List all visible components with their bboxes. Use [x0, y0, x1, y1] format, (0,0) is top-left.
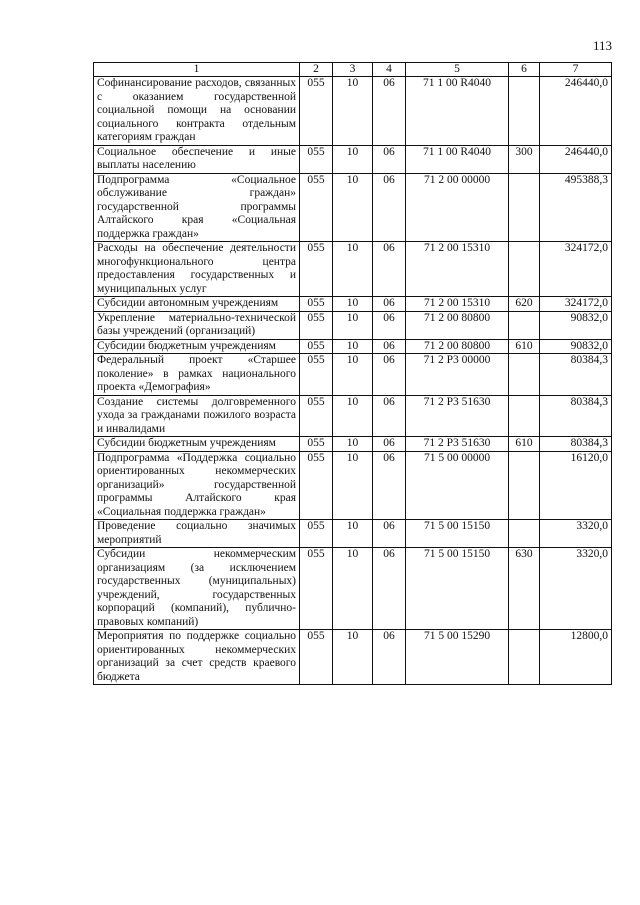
table-row [94, 77, 612, 146]
section-code-cell: 10 [333, 297, 373, 312]
expense-type-cell: 630 [509, 548, 540, 630]
target-article-cell: 71 5 00 15150 [406, 520, 509, 548]
section-code-cell: 10 [333, 145, 373, 173]
admin-code-cell: 055 [300, 354, 333, 396]
expense-type-cell [509, 395, 540, 437]
column-header: 5 [406, 63, 509, 77]
target-article-cell: 71 5 00 15290 [406, 630, 509, 685]
subsection-code-cell: 06 [373, 311, 406, 339]
expense-type-cell: 610 [509, 437, 540, 452]
row-name-cell: Субсидии некоммерческим организациям (за исключением государственных (муниципальных) учреждений, государственных корпораций (компаний), публично-правовых компаний) [94, 548, 300, 630]
table-row [94, 297, 612, 312]
amount-cell: 246440,0 [540, 77, 612, 146]
admin-code-cell: 055 [300, 311, 333, 339]
amount-cell: 495388,3 [540, 173, 612, 242]
subsection-code-cell: 06 [373, 395, 406, 437]
table-row [94, 145, 612, 173]
amount-cell: 3320,0 [540, 520, 612, 548]
budget-table [93, 62, 612, 685]
expense-type-cell: 300 [509, 145, 540, 173]
row-name-cell: Укрепление материально-технической базы учреждений (организаций) [94, 311, 300, 339]
amount-cell: 80384,3 [540, 395, 612, 437]
row-name-cell: Мероприятия по поддержке социально ориентированных некоммерческих организаций за счет средств краевого бюджета [94, 630, 300, 685]
expense-type-cell [509, 173, 540, 242]
section-code-cell: 10 [333, 437, 373, 452]
section-code-cell: 10 [333, 242, 373, 297]
subsection-code-cell: 06 [373, 630, 406, 685]
row-name-cell: Субсидии бюджетным учреждениям [94, 339, 300, 354]
expense-type-cell [509, 311, 540, 339]
admin-code-cell: 055 [300, 548, 333, 630]
row-name-cell: Подпрограмма «Поддержка социально ориентированных некоммерческих организаций» государственной программы Алтайского края «Социальная поддержка граждан» [94, 451, 300, 520]
table-row [94, 630, 612, 685]
table-row [94, 520, 612, 548]
admin-code-cell: 055 [300, 451, 333, 520]
column-header: 6 [509, 63, 540, 77]
column-header: 7 [540, 63, 612, 77]
amount-cell: 324172,0 [540, 297, 612, 312]
table-row [94, 451, 612, 520]
section-code-cell: 10 [333, 451, 373, 520]
admin-code-cell: 055 [300, 242, 333, 297]
row-name-cell: Подпрограмма «Социальное обслуживание граждан» государственной программы Алтайского края «Социальная поддержка граждан» [94, 173, 300, 242]
expense-type-cell: 610 [509, 339, 540, 354]
table-row [94, 437, 612, 452]
column-header: 1 [94, 63, 300, 77]
table-row [94, 311, 612, 339]
subsection-code-cell: 06 [373, 339, 406, 354]
expense-type-cell [509, 242, 540, 297]
admin-code-cell: 055 [300, 297, 333, 312]
table-row [94, 173, 612, 242]
row-name-cell: Федеральный проект «Старшее поколение» в рамках национального проекта «Демография» [94, 354, 300, 396]
admin-code-cell: 055 [300, 145, 333, 173]
amount-cell: 80384,3 [540, 437, 612, 452]
amount-cell: 16120,0 [540, 451, 612, 520]
admin-code-cell: 055 [300, 437, 333, 452]
expense-type-cell [509, 77, 540, 146]
amount-cell: 80384,3 [540, 354, 612, 396]
header-row [94, 63, 612, 77]
table-row [94, 395, 612, 437]
table-body [94, 77, 612, 685]
section-code-cell: 10 [333, 339, 373, 354]
section-code-cell: 10 [333, 630, 373, 685]
subsection-code-cell: 06 [373, 173, 406, 242]
target-article-cell: 71 5 00 15150 [406, 548, 509, 630]
section-code-cell: 10 [333, 354, 373, 396]
table-row [94, 242, 612, 297]
column-header: 4 [373, 63, 406, 77]
amount-cell: 246440,0 [540, 145, 612, 173]
admin-code-cell: 055 [300, 77, 333, 146]
section-code-cell: 10 [333, 311, 373, 339]
target-article-cell: 71 2 Р3 51630 [406, 437, 509, 452]
page-number: 113 [592, 38, 612, 53]
target-article-cell: 71 2 00 80800 [406, 339, 509, 354]
subsection-code-cell: 06 [373, 77, 406, 146]
table-row [94, 354, 612, 396]
admin-code-cell: 055 [300, 395, 333, 437]
subsection-code-cell: 06 [373, 297, 406, 312]
section-code-cell: 10 [333, 77, 373, 146]
column-header: 3 [333, 63, 373, 77]
row-name-cell: Создание системы долговременного ухода за гражданами пожилого возраста и инвалидами [94, 395, 300, 437]
target-article-cell: 71 5 00 00000 [406, 451, 509, 520]
expense-type-cell [509, 520, 540, 548]
amount-cell: 90832,0 [540, 339, 612, 354]
admin-code-cell: 055 [300, 173, 333, 242]
section-code-cell: 10 [333, 548, 373, 630]
admin-code-cell: 055 [300, 630, 333, 685]
target-article-cell: 71 2 00 15310 [406, 297, 509, 312]
row-name-cell: Проведение социально значимых мероприятий [94, 520, 300, 548]
expense-type-cell [509, 630, 540, 685]
subsection-code-cell: 06 [373, 520, 406, 548]
amount-cell: 12800,0 [540, 630, 612, 685]
subsection-code-cell: 06 [373, 437, 406, 452]
subsection-code-cell: 06 [373, 354, 406, 396]
target-article-cell: 71 1 00 R4040 [406, 145, 509, 173]
target-article-cell: 71 2 00 15310 [406, 242, 509, 297]
target-article-cell: 71 1 00 R4040 [406, 77, 509, 146]
table-row [94, 548, 612, 630]
target-article-cell: 71 2 00 00000 [406, 173, 509, 242]
subsection-code-cell: 06 [373, 451, 406, 520]
amount-cell: 90832,0 [540, 311, 612, 339]
row-name-cell: Социальное обеспечение и иные выплаты населению [94, 145, 300, 173]
row-name-cell: Расходы на обеспечение деятельности многофункционального центра предоставления государственных и муниципальных услуг [94, 242, 300, 297]
amount-cell: 3320,0 [540, 548, 612, 630]
target-article-cell: 71 2 Р3 00000 [406, 354, 509, 396]
subsection-code-cell: 06 [373, 548, 406, 630]
column-header: 2 [300, 63, 333, 77]
target-article-cell: 71 2 00 80800 [406, 311, 509, 339]
expense-type-cell [509, 451, 540, 520]
table-row [94, 339, 612, 354]
row-name-cell: Софинансирование расходов, связанных с оказанием государственной социальной помощи на основании социального контракта отдельным категориям граждан [94, 77, 300, 146]
row-name-cell: Субсидии автономным учреждениям [94, 297, 300, 312]
admin-code-cell: 055 [300, 339, 333, 354]
section-code-cell: 10 [333, 520, 373, 548]
amount-cell: 324172,0 [540, 242, 612, 297]
subsection-code-cell: 06 [373, 145, 406, 173]
target-article-cell: 71 2 Р3 51630 [406, 395, 509, 437]
expense-type-cell: 620 [509, 297, 540, 312]
row-name-cell: Субсидии бюджетным учреждениям [94, 437, 300, 452]
section-code-cell: 10 [333, 395, 373, 437]
admin-code-cell: 055 [300, 520, 333, 548]
subsection-code-cell: 06 [373, 242, 406, 297]
expense-type-cell [509, 354, 540, 396]
section-code-cell: 10 [333, 173, 373, 242]
